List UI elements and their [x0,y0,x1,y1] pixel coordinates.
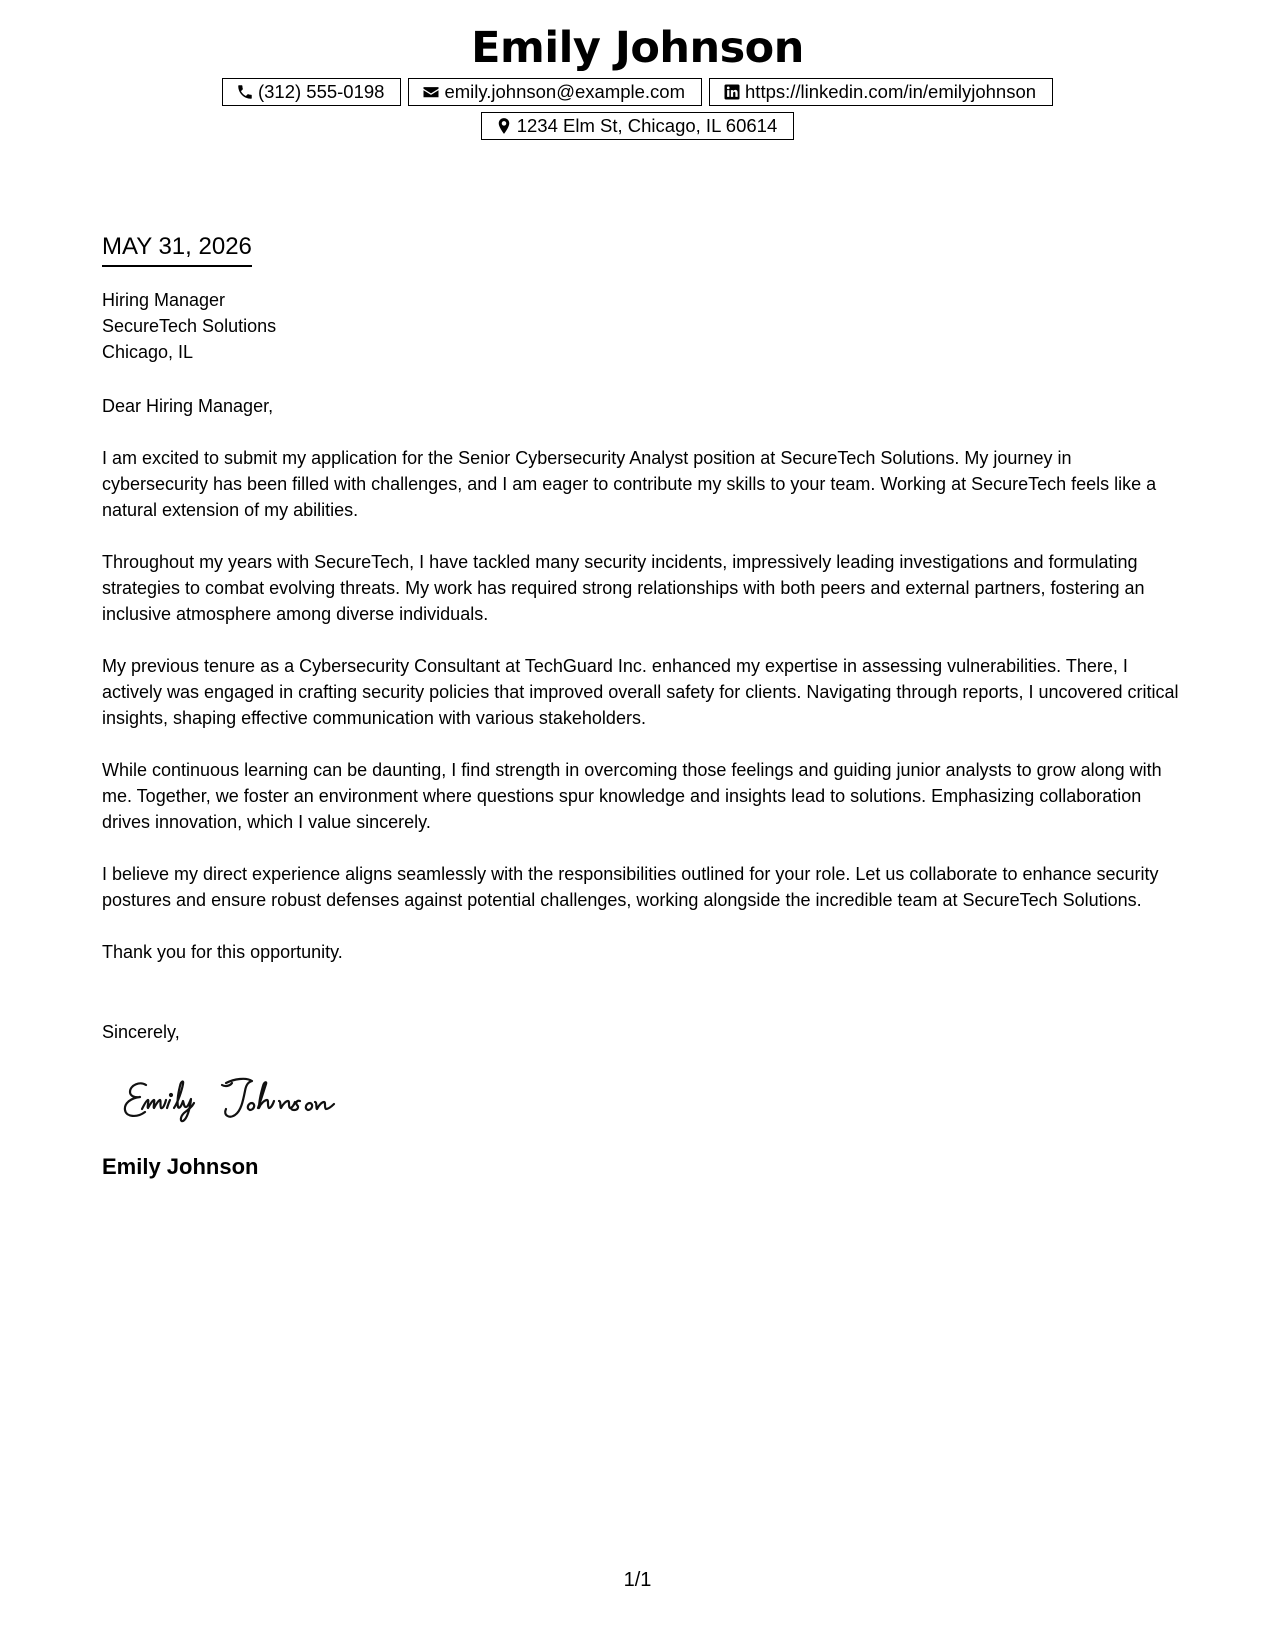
signature-image [118,1071,358,1127]
contact-row [0,78,1275,106]
page-number: 1/1 [623,1569,652,1591]
thank-you-line: Thank you for this opportunity. [102,942,343,962]
envelope-icon [422,83,440,101]
body-paragraph: Throughout my years with SecureTech, I have tackled many security incidents, impressively leading investigations and formulating strategies to combat evolving threats. My work has required strong relationships with both peers and external partners, fostering an inclusive atmosphere among diverse individuals. [102,552,1145,624]
recipient-title: Hiring Manager [102,290,226,310]
sender-name: Emily Johnson [471,23,804,73]
phone-chip [222,78,402,106]
linkedin-text: https://linkedin.com/in/emilyjohnson [745,81,1037,102]
email-text: emily.johnson@example.com [444,81,686,102]
phone-icon [236,83,254,101]
address-chip [481,112,795,140]
email-chip[interactable] [408,78,702,106]
phone-text: (312) 555-0198 [257,81,385,102]
linkedin-chip[interactable] [709,78,1053,106]
map-pin-icon [495,117,513,135]
body-paragraph: I am excited to submit my application for the Senior Cybersecurity Analyst position at SecureTech Solutions. My journey in cybersecurity has been filled with challenges, and I am eager to contribute my skills to your team. Working at SecureTech feels like a natural extension of my abilities. [102,448,1157,520]
recipient-location: Chicago, IL [102,342,194,362]
letter-date: MAY 31, 2026 [102,230,252,267]
address-text: 1234 Elm St, Chicago, IL 60614 [516,115,778,136]
body-paragraph: My previous tenure as a Cybersecurity Consultant at TechGuard Inc. enhanced my expertise in assessing vulnerabilities. There, I actively was engaged in crafting security policies that improved overall safety for clients. Navigating through reports, I uncovered critical insights, shaping effective communication with various stakeholders. [102,656,1179,728]
salutation: Dear Hiring Manager, [102,396,274,416]
recipient-block [102,287,1182,365]
recipient-company: SecureTech Solutions [102,316,277,336]
body-paragraph: While continuous learning can be daunting, I find strength in overcoming those feelings and guiding junior analysts to grow along with me. Together, we foster an environment where questions spur knowledge and insights lead to solutions. Emphasizing collaboration drives innovation, which I value sincerely. [102,760,1162,832]
letter-header [0,18,1275,140]
signer-name: Emily Johnson [102,1154,259,1179]
letter-body [102,230,1182,1182]
linkedin-icon [723,83,741,101]
body-paragraph: I believe my direct experience aligns seamlessly with the responsibilities outlined for your role. Let us collaborate to enhance security postures and ensure robust defenses against potential challenges, working alongside the incredible team at SecureTech Solutions. [102,864,1159,910]
address-row [0,112,1275,140]
closing: Sincerely, [102,1022,180,1042]
